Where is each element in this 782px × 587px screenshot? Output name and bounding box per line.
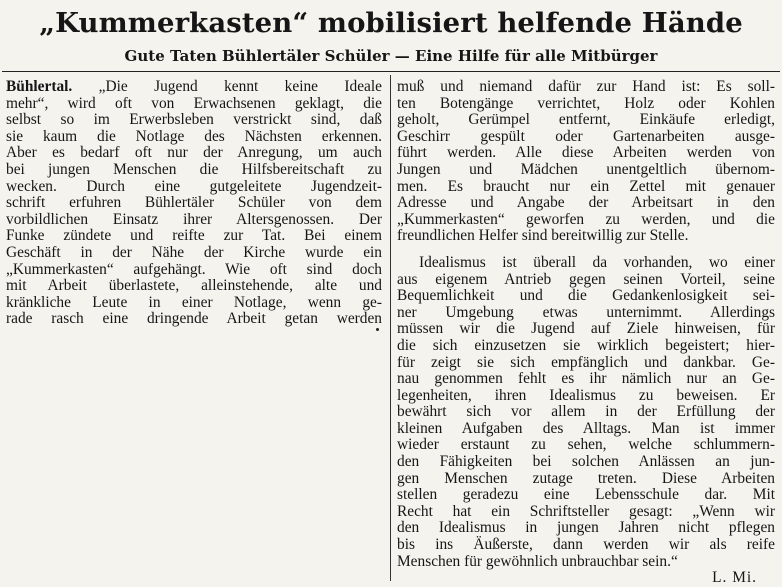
article-line: schrift erfuhren Bühlertäler Schüler von dem [6,194,382,212]
article-line: mehr“, wird oft von Erwachsenen geklagt, die [6,94,382,112]
article-line: wieder erstaunt zu sehen, welche schlummern- [397,436,775,454]
article-line: Funke zündete und reifte zur Tat. Bei einem [6,227,382,245]
print-speck [376,328,379,331]
article-line: aus eigenem Antrieb gegen seinen Vorteil, seine [397,270,775,288]
author-signature: L. Mi. [712,569,757,587]
article-line: führt werden. Alle diese Arbeiten werden von [397,144,775,162]
article-line: für zeigt sie sich empfänglich und dankbar. Ge- [397,353,775,371]
column-divider [390,75,391,581]
article-line: die sich einzusetzen sie wirklich begeistert; hier- [397,336,775,354]
article-line: stellen geradezu eine Lebensschule dar. Mit [397,486,775,504]
article-line: sie kaum die Notlage des Nächsten erkennen. [6,127,382,145]
article-line: legenheiten, ihren Idealismus zu beweisen. Er [397,386,775,404]
article-line: müssen wir die Jugend auf Ziele hinweisen, für [397,320,775,338]
article-line: kleinen Aufgaben des Alltags. Man ist immer [397,419,775,437]
article-line: ten Botengänge verrichtet, Holz oder Kohlen [397,94,775,112]
article-line: Recht hat ein Schriftsteller gesagt: „Wenn wir [397,502,775,520]
article-line: „Kummerkasten“ aufgehängt. Wie oft sind doch [6,260,382,278]
article-line: Geschirr gespült oder Gartenarbeiten ausge- [397,127,775,145]
article-line: ner Umgebung etwas unternimmt. Allerdings [397,303,775,321]
article-line [6,79,382,96]
article-line: rade rasch eine dringende Arbeit getan werden [6,310,382,328]
article-line: Aber es bedarf oft nur der Anregung, um auch [6,144,382,162]
article-line: vorbildlichen Einsatz ihrer Altersgenossen. Der [6,210,382,228]
article-line: geholt, Gerümpel entfernt, Einkäufe erledigt, [397,111,775,129]
article-line: kränkliche Leute in einer Notlage, wenn ge- [6,293,382,311]
article-line: Bequemlichkeit und die Gedankenlosigkeit sei- [397,287,775,305]
article-line: nau genommen fehlt es ihr nämlich nur an Ge- [397,370,775,388]
article-line: muß und niemand dafür zur Hand ist: Es soll- [397,78,775,95]
article-line: Idealismus ist überall da vorhanden, wo einer [419,253,775,271]
article-line: selbst so im Erwerbsleben verstrickt sind, daß [6,111,382,129]
article-line: mit Arbeit überlastete, alleinstehende, alte und [6,277,382,295]
article-line: bis ins Äußerste, dann werden wir als reife [397,536,775,554]
subheadline: Gute Taten Bühlertäler Schüler — Eine Hilfe für alle Mitbürger [124,47,658,65]
article-line: bei jungen Menschen die Hilfsbereitschaft zu [6,160,382,178]
article-line: Jungen und Mädchen unentgeltlich übernom- [397,160,775,178]
dateline: Bühlertal. [6,78,73,95]
article-line: men. Es braucht nur ein Zettel mit genauer [397,177,775,195]
article-line: Geschäft in der Nähe der Kirche wurde ein [6,243,382,261]
article-line: „Kummerkasten“ geworfen zu werden, und die [397,210,775,228]
article-line: freundlichen Helfer sind bereitwillig zur Stelle. [397,227,689,245]
headline: „Kummerkasten“ mobilisiert helfende Hände [39,7,743,39]
article-line-text: „Die Jugend kennt keine Ideale [72,78,382,95]
header-rule [2,71,780,72]
article-line: gen Menschen zutage treten. Diese Arbeiten [397,469,775,487]
article-line: den Fähigkeiten bei solchen Anlässen an jun- [397,453,775,471]
article-column-right [397,79,775,587]
article-line: Adresse und Angabe der Arbeitsart in den [397,194,775,212]
article-column-left [6,79,382,328]
article-line: Menschen für gewöhnlich unbrauchbar sein.“ [397,552,678,570]
article-line: den Idealismus in jungen Jahren nicht pflegen [397,519,775,537]
article-line: bewährt sich vor allem in der Erfüllung der [397,403,775,421]
article-line: wecken. Durch eine gutgeleitete Jugendzeit- [6,177,382,195]
